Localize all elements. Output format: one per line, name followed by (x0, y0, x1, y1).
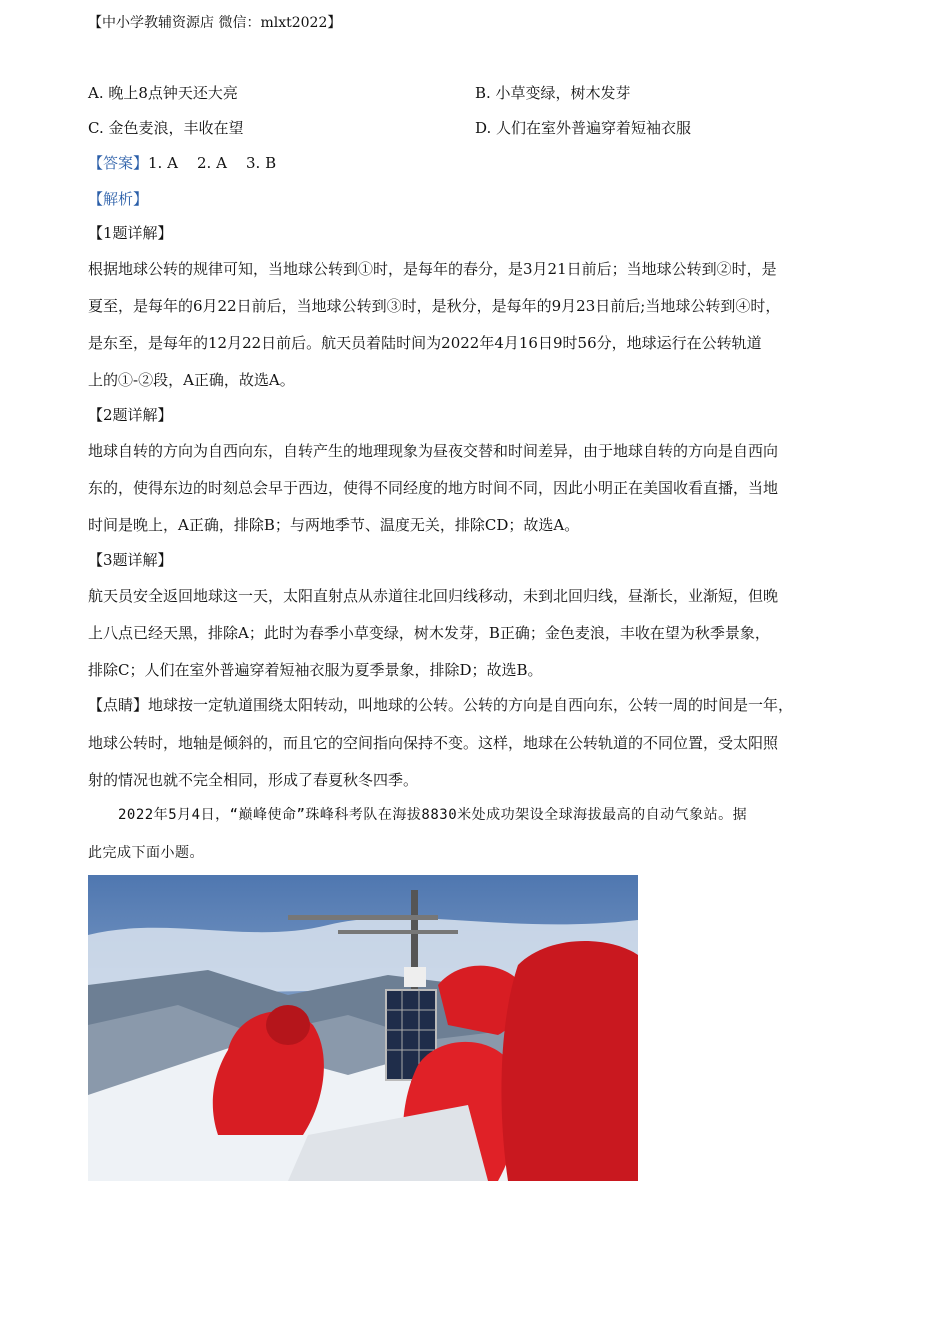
answer-text: 1. A 2. A 3. B (148, 154, 277, 172)
q3-line: 上八点已经天黑，排除A；此时为春季小草变绿，树木发芽，B正确；金色麦浪，丰收在望为秋季景象， (88, 624, 770, 642)
photo-illustration (88, 875, 638, 1181)
option-d: D. 人们在室外普遍穿着短袖衣服 (475, 119, 692, 137)
q1-title: 【1题详解】 (88, 224, 173, 242)
tip-label: 【点睛】 (88, 696, 149, 714)
q1-line: 根据地球公转的规律可知，当地球公转到①时，是每年的春分，是3月21日前后；当地球公转到②时，是 (88, 260, 777, 278)
q1-line: 夏至，是每年的6月22日前后，当地球公转到③时，是秋分，是每年的9月23日前后;当地球公转到④时， (88, 297, 781, 315)
summit-weather-station-photo (88, 875, 638, 1181)
q3-line: 航天员安全返回地球这一天，太阳直射点从赤道往北回归线移动，未到北回归线，昼渐长，业渐短，但晚 (88, 587, 779, 605)
intro-line: 2022年5月4日，“巅峰使命”珠峰科考队在海拔8830米处成功架设全球海拔最高的自动气象站。据 (118, 807, 748, 823)
q3-title: 【3题详解】 (88, 551, 173, 569)
answer-line (88, 152, 276, 173)
tip-line (88, 694, 793, 715)
q2-line: 地球自转的方向为自西向东，自转产生的地理现象为昼夜交替和时间差异，由于地球自转的方向是自西向 (88, 442, 779, 460)
option-a: A. 晚上8点钟天还大亮 (88, 84, 238, 102)
intro-line: 此完成下面小题。 (88, 845, 204, 861)
q2-title: 【2题详解】 (88, 406, 173, 424)
tip-text: 地球按一定轨道围绕太阳转动，叫地球的公转。公转的方向是自西向东，公转一周的时间是一年， (148, 696, 794, 714)
q1-line: 是东至，是每年的12月22日前后。航天员着陆时间为2022年4月16日9时56分，地球运行在公转轨道 (88, 334, 762, 352)
tip-line: 射的情况也就不完全相同，形成了春夏秋冬四季。 (88, 771, 419, 789)
tip-line: 地球公转时，地轴是倾斜的，而且它的空间指向保持不变。这样，地球在公转轨道的不同位置，受太阳照 (88, 734, 779, 752)
q3-line: 排除C；人们在室外普遍穿着短袖衣服为夏季景象，排除D；故选B。 (88, 661, 543, 679)
q1-line: 上的①-②段，A正确，故选A。 (88, 371, 295, 389)
q2-line: 时间是晚上，A正确，排除B；与两地季节、温度无关，排除CD；故选A。 (88, 516, 580, 534)
option-b: B. 小草变绿，树木发芽 (475, 84, 631, 102)
option-c: C. 金色麦浪，丰收在望 (88, 119, 244, 137)
q2-line: 东的，使得东边的时刻总会早于西边，使得不同经度的地方时间不同，因此小明正在美国收看直播，当地 (88, 479, 779, 497)
watermark-header: 【中小学教辅资源店 微信：mlxt2022】 (88, 15, 342, 31)
answer-label: 【答案】 (88, 154, 149, 172)
analysis-label: 【解析】 (88, 190, 149, 208)
